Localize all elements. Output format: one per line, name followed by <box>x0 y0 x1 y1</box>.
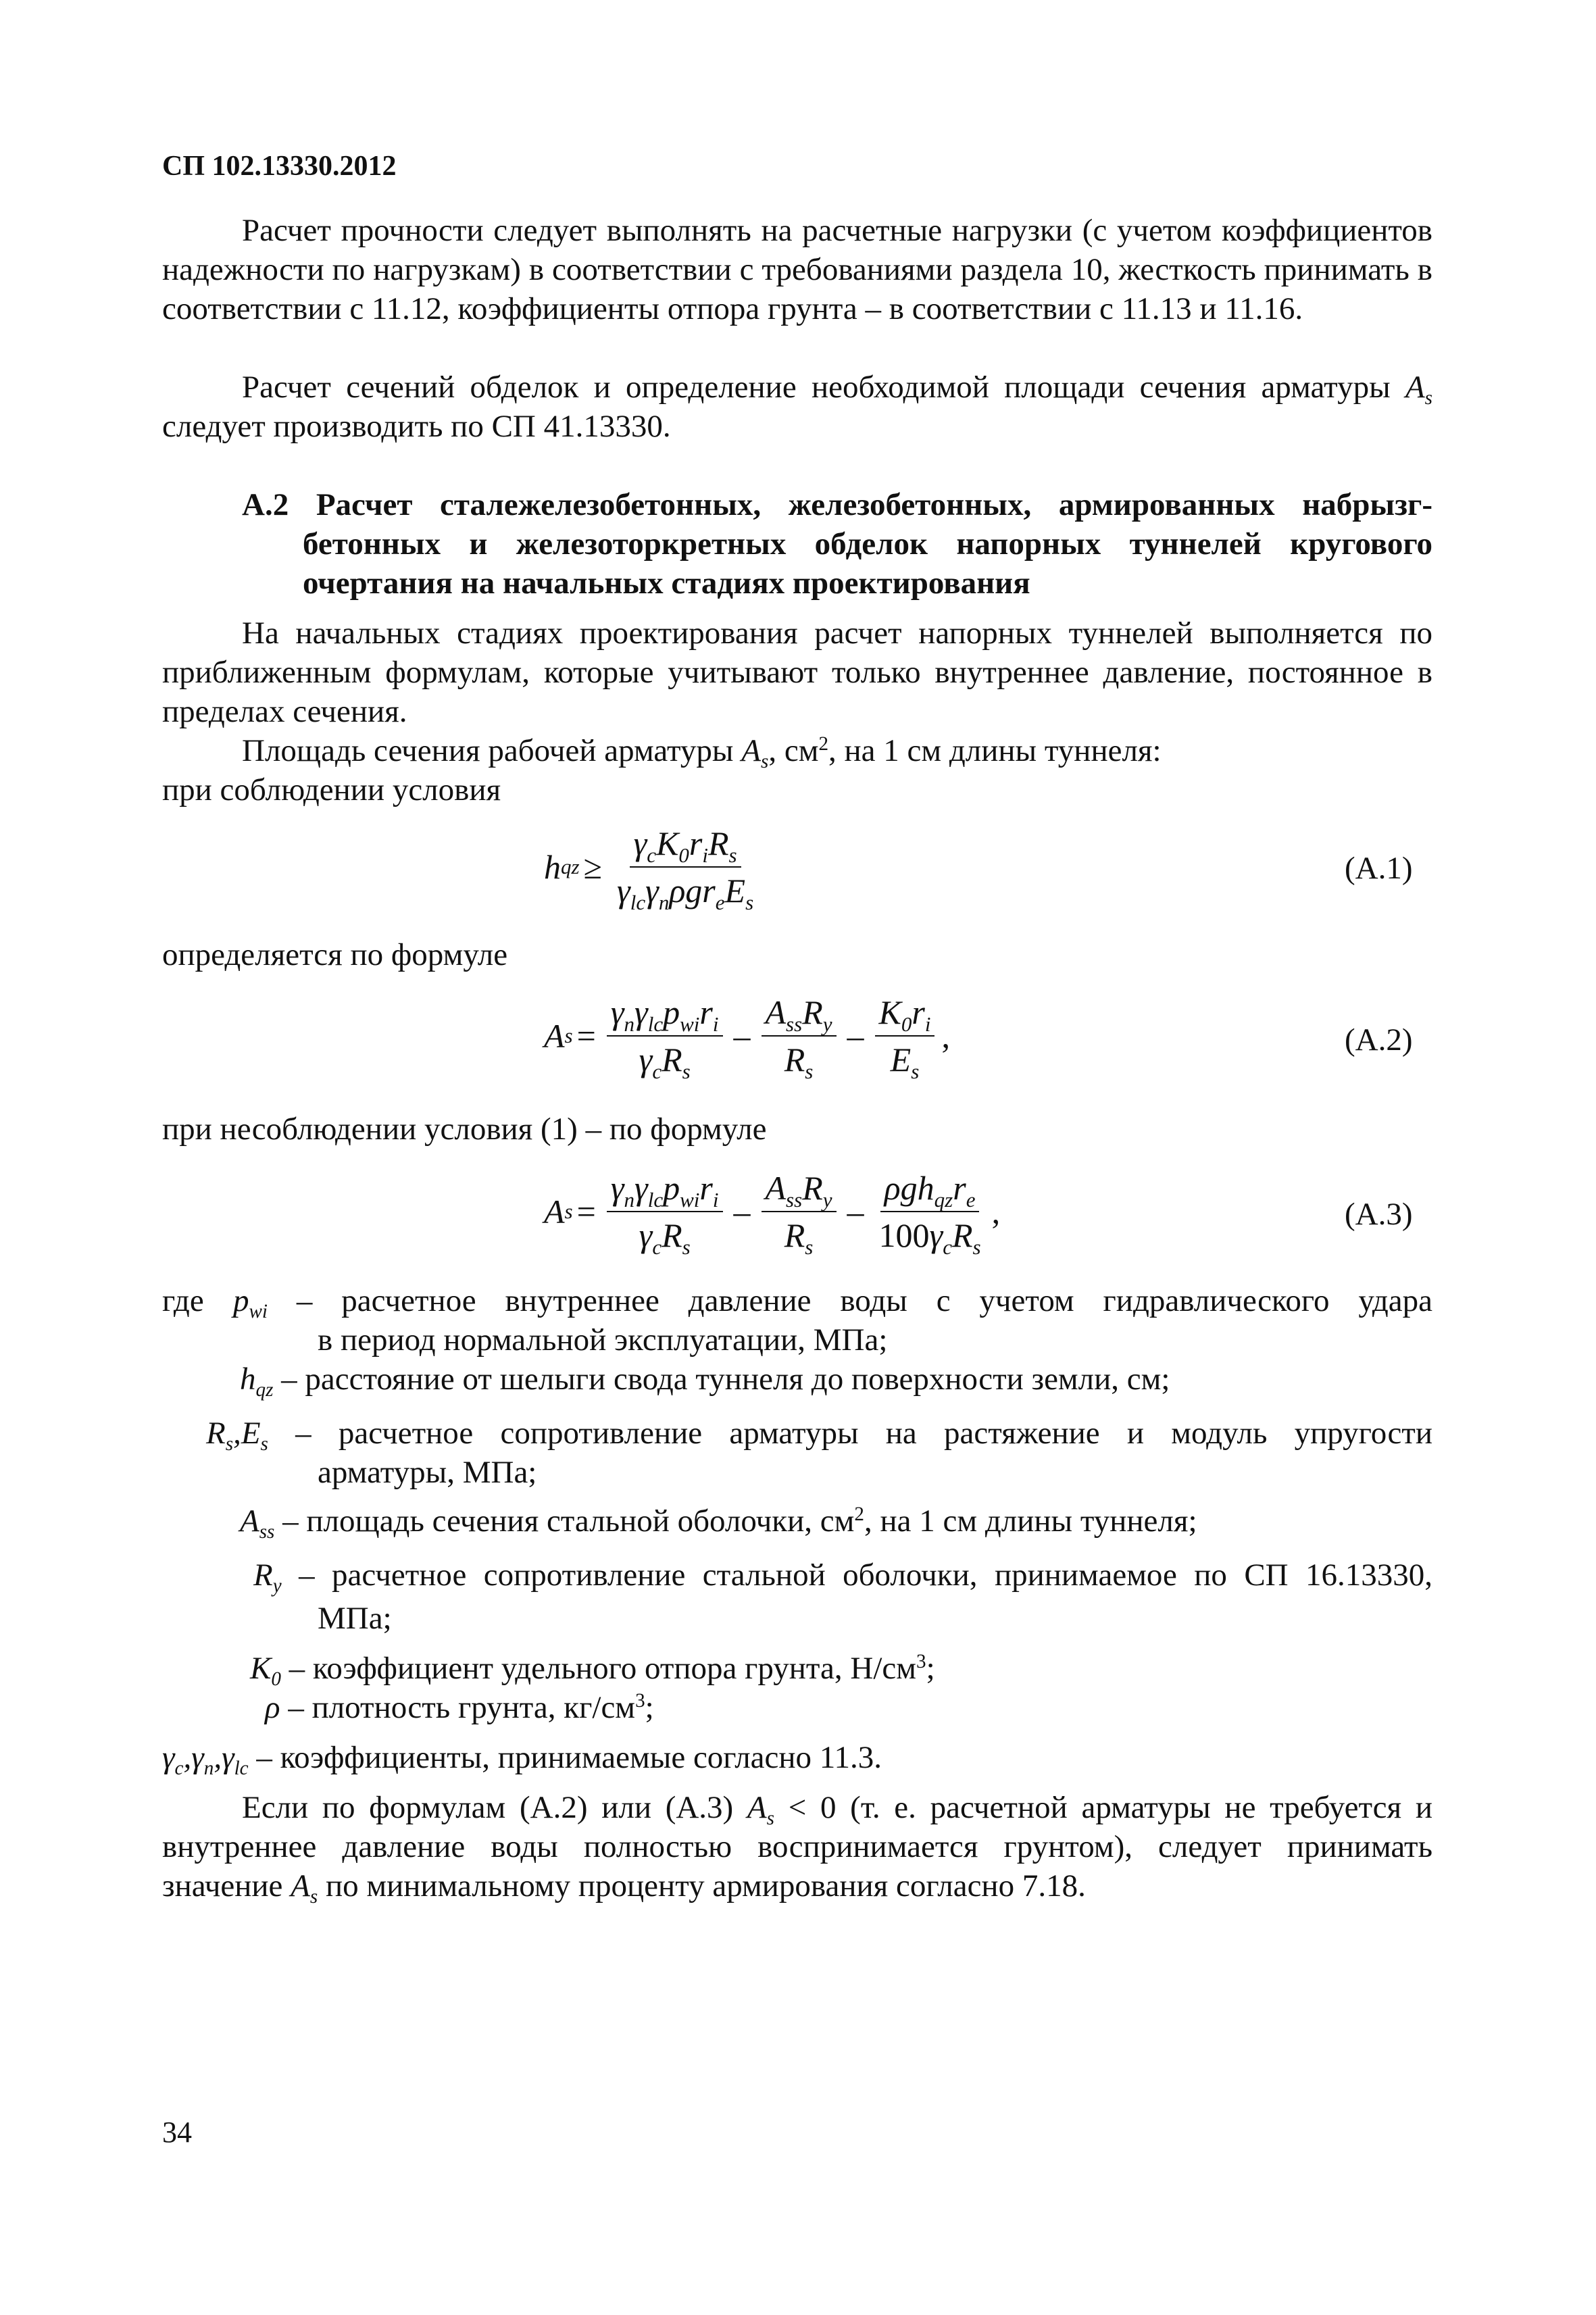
definition-pwi: $p_{wi}$ – расчетное внутреннее давление воды с учетом гидравлического удара <box>233 1283 1433 1323</box>
definition-k0: $K_0$ – коэффициент удельного отпора грунта, $Н/см^3$; <box>250 1650 935 1691</box>
definition-ass: $A_{ss}$ – площадь сечения стальной оболочки, $см^2$, на 1 см длины туннеля; <box>240 1503 1197 1543</box>
definitions-where: где <box>162 1283 204 1318</box>
equation-number-a3: (А.3) <box>1345 1197 1413 1232</box>
definition-pwi-continued: в период нормальной эксплуатации, МПа; <box>318 1322 888 1358</box>
equation-number-a2: (А.2) <box>1345 1022 1413 1057</box>
paragraph-determined-by: определяется по формуле <box>162 937 508 972</box>
paragraph-negative-as: Если по формулам (А.2) или (А.3) $A_s < 0$ (т. е. расчетной арматуры не требуется и внутреннее давление воды полностью воспринимается грунтом), следует принимать значение $A_s$ по минимальному проценту армирования согласно 7.18. <box>162 1790 1432 1908</box>
paragraph-strength-calc: Расчет прочности следует выполнять на расчетные нагрузки (с учетом коэффициентов надежности по нагрузкам) в соответствии с требованиями раздела 10, жесткость принимать в соответствии с 11.12, коэффициенты отпора грунта – в соответствии с 11.13 и 11.16. <box>162 213 1432 326</box>
formula-a3: A s = $\frac{\gamma_n\gamma_{lc}p_{wi}r_i}{\gamma_cR_s}$ – $\frac{A_{ss}R_y}{R_s}$ – $\frac{\rho gh_{qz}r_e}{100\gamma_cR_s}$ , <box>544 1169 1001 1259</box>
section-heading: А.2 Расчет сталежелезобетонных, железобетонных, армированных набрызг- бетонных и железоторкретных обделок напорных туннелей кругового очертания на начальных стадиях проектирования <box>242 487 1433 601</box>
paragraph-condition-not-met: при несоблюдении условия (1) – по формуле <box>162 1112 767 1147</box>
document-code: СП 102.13330.2012 <box>162 151 397 182</box>
paragraph-section-calc: Расчет сечений обделок и определение необходимой площади сечения арматуры $A_s$ следует производить по СП 41.13330. <box>162 370 1432 444</box>
paragraph-initial-stages: На начальных стадиях проектирования расчет напорных туннелей выполняется по приближенным формулам, которые учитывают только внутреннее давление, постоянное в пределах сечения. <box>162 616 1432 729</box>
definition-ry: $R_y$ – расчетное сопротивление стальной оболочки, принимаемое по СП 16.13330, <box>253 1558 1433 1597</box>
definition-rs-es: $R_s,E_s$ – расчетное сопротивление арматуры на растяжение и модуль упругости <box>206 1416 1432 1455</box>
paragraph-condition-met: при соблюдении условия <box>162 772 501 807</box>
definition-rho: ρ – плотность грунта, $кг/см^3$; <box>265 1689 654 1725</box>
formula-a1: h qz ≥ $\frac{\gamma_cK_0r_iR_s}{\gamma_{lc}\gamma_n\rho gr_eE_s}$ <box>544 824 754 914</box>
paragraph-rebar-area: Площадь сечения рабочей арматуры $A_s$, $см^2$, на 1 см длины туннеля: <box>242 732 1162 773</box>
page-number: 34 <box>162 2116 192 2149</box>
equation-number-a1: (А.1) <box>1345 851 1413 886</box>
definition-hqz: $h_{qz}$ – расстояние от шелыги свода туннеля до поверхности земли, см; <box>240 1362 1170 1401</box>
definition-gammas: $\gamma_c,\gamma_n,\gamma_{lc}$ – коэффициенты, принимаемые согласно 11.3. <box>162 1740 882 1780</box>
formula-a2: A s = $\frac{\gamma_n\gamma_{lc}p_{wi}r_i}{\gamma_cR_s}$ – $\frac{A_{ss}R_y}{R_s}$ – $\frac{K_0r_i}{E_s}$ , <box>544 993 950 1083</box>
definition-ry-continued: МПа; <box>318 1601 392 1636</box>
definition-rs-es-continued: арматуры, МПа; <box>318 1455 537 1490</box>
